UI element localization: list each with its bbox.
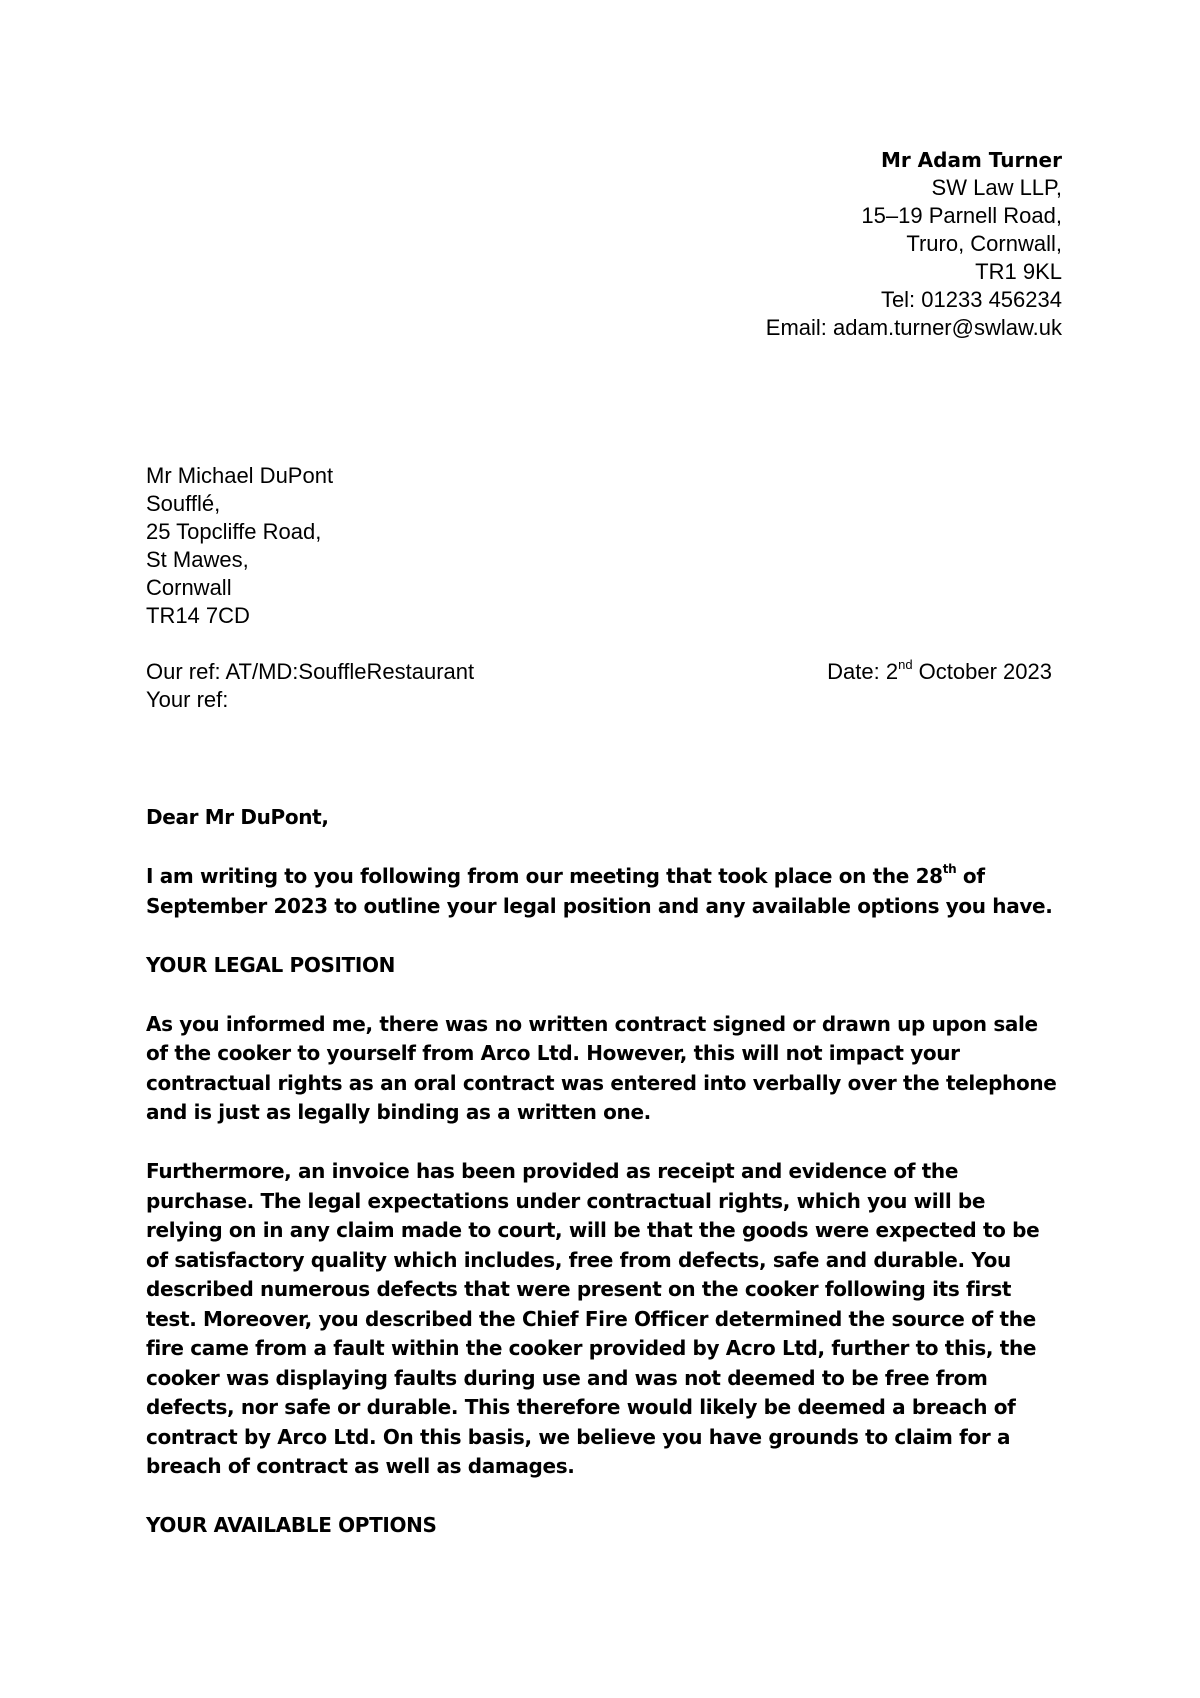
sender-name: Mr Adam Turner <box>880 148 1062 172</box>
letter-date-day: Date: 2 <box>827 659 899 684</box>
heading-available-options: YOUR AVAILABLE OPTIONS <box>146 1513 437 1537</box>
paragraph-breach-of-contract: Furthermore, an invoice has been provided as receipt and evidence of the purchase. The legal expectations under contractual rights, which you will be relying on in any claim made to court, will be that the goods were expected to be of satisfactory quality which includes, free from defects, safe and durable. You described numerous defects that were present on the cooker following its first test. Moreover, you described the Chief Fire Officer determined the source of the fire came from a fault within the cooker provided by Acro Ltd, further to this, the cooker was displaying faults during use and was not deemed to be free from defects, nor safe or durable. This therefore would likely be deemed a breach of contract by Arco Ltd. On this basis, we believe you have grounds to claim for a breach of contract as well as damages. <box>146 1159 1040 1478</box>
intro-paragraph: I am writing to you following from our meeting that took place on the 28th of September 2023 to outline your legal position and any available options you have. <box>146 862 1053 918</box>
recipient-county: Cornwall <box>146 575 232 600</box>
our-reference: Our ref: AT/MD:SouffleRestaurant <box>146 659 475 684</box>
your-reference-row <box>146 686 1052 714</box>
reference-block <box>146 658 1052 714</box>
sender-street: 15–19 Parnell Road, <box>861 203 1062 228</box>
letter-date <box>827 658 1052 686</box>
sender-town: Truro, Cornwall, <box>906 231 1062 256</box>
recipient-business: Soufflé, <box>146 491 221 516</box>
reference-row <box>146 658 1052 686</box>
heading-legal-position: YOUR LEGAL POSITION <box>146 952 396 977</box>
sender-telephone: Tel: 01233 456234 <box>880 287 1062 312</box>
sender-address-block <box>502 146 1062 342</box>
your-reference: Your ref: <box>146 687 229 712</box>
recipient-name: Mr Michael DuPont <box>146 463 334 488</box>
letter-date-month-year: October 2023 <box>912 659 1052 684</box>
sender-email: Email: adam.turner@swlaw.uk <box>765 315 1062 340</box>
salutation: Dear Mr DuPont, <box>146 805 329 829</box>
recipient-postcode: TR14 7CD <box>146 603 250 628</box>
recipient-street: 25 Topcliffe Road, <box>146 519 322 544</box>
recipient-address-block <box>146 462 746 630</box>
paragraph-oral-contract: As you informed me, there was no written contract signed or drawn up upon sale of the cooker to yourself from Arco Ltd. However, this will not impact your contractual rights as an oral contract was entered into verbally over the telephone and is just as legally binding as a written one. <box>146 1011 1057 1124</box>
recipient-town: St Mawes, <box>146 547 249 572</box>
sender-postcode: TR1 9KL <box>975 259 1062 284</box>
letter-date-ordinal: nd <box>898 656 913 672</box>
intro-ordinal: th <box>942 862 957 877</box>
letter-body <box>146 803 1066 1570</box>
sender-firm: SW Law LLP, <box>931 175 1062 200</box>
